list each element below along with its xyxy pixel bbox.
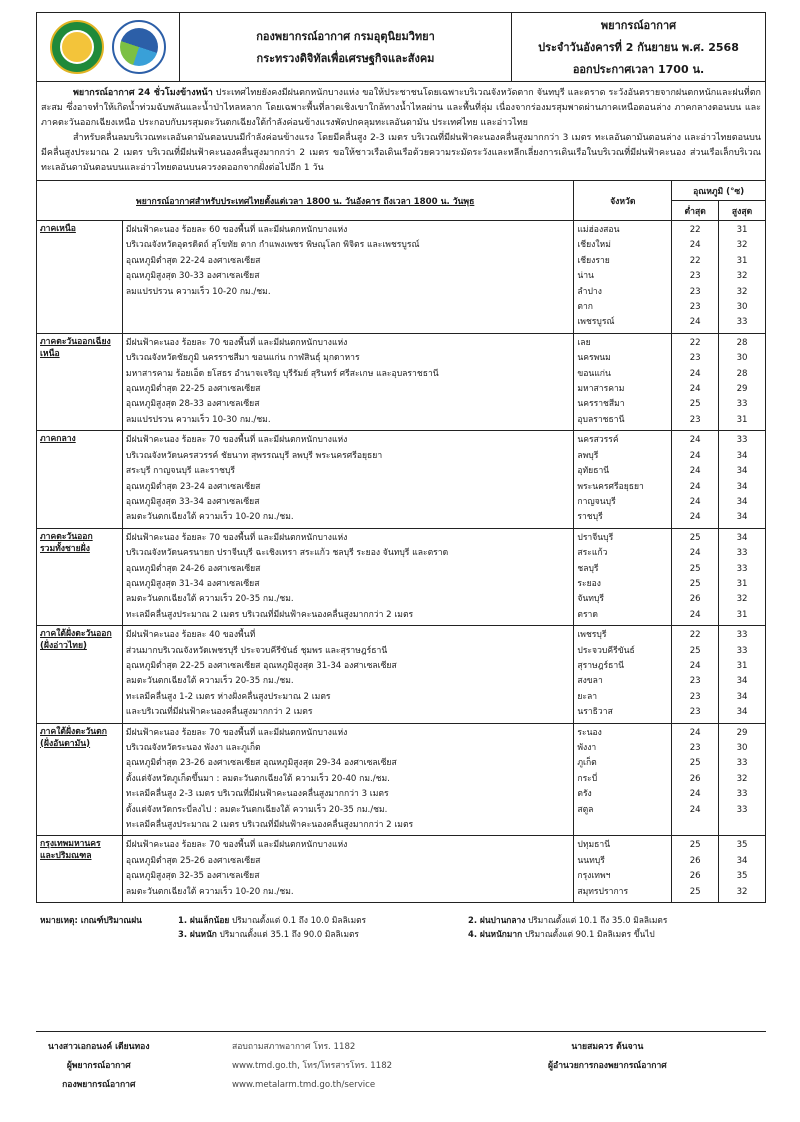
region-name-line: ภาคตะวันออกเฉียงเหนือ [40,336,111,359]
document-header [36,12,766,82]
footer-divider [36,1031,766,1032]
min-temperature: 23 [689,414,701,425]
min-temperature: 25 [689,532,701,543]
table-row [37,626,766,723]
province-name: ระนอง [577,727,602,738]
max-temperature: 34 [736,496,748,507]
max-temperature: 31 [736,609,748,620]
province-name: เชียงใหม่ [577,240,611,251]
forecast-line: มีฝนฟ้าคะนอง ร้อยละ 70 ของพื้นที่ และมีฝนตกหนักบางแห่ง [125,727,348,738]
region-name-line: ภาคกลาง [40,434,76,445]
note-rain-moderate-text: ปริมาณตั้งแต่ 10.1 ถึง 35.0 มิลลิเมตร [527,915,668,925]
forecast-line: บริเวณจังหวัดชัยภูมิ นครราชสีมา ขอนแก่น กาฬสินธุ์ มุกดาหาร [125,353,360,364]
forecast-line: อุณหภูมิสูงสุด 32-35 องศาเซลเซียส [125,871,260,882]
province-name: สมุทรปราการ [577,886,629,897]
region-name-line: กรุงเทพมหานคร [40,839,101,850]
min-temperature: 26 [689,773,701,784]
province-name: กาญจนบุรี [577,496,616,507]
note-rain-heavy-text: ปริมาณตั้งแต่ 35.1 ถึง 90.0 มิลลิเมตร [219,929,359,939]
forecast-line: อุณหภูมิต่ำสุด 23-24 องศาเซลเซียส [125,481,261,492]
province-name: นราธิวาส [577,707,613,718]
max-temperature: 34 [736,450,748,461]
max-temperature: 33 [736,630,748,641]
region-forecast-text [122,528,573,625]
forecast-line: อุณหภูมิต่ำสุด 22-25 องศาเซลเซียส [125,384,261,395]
region-forecast-text [122,333,573,430]
forecast-line: อุณหภูมิสูงสุด 30-33 องศาเซลเซียส [125,271,260,282]
logo-group [37,13,180,81]
min-temperature: 24 [689,660,701,671]
region-forecast-text [122,626,573,723]
max-temperature: 33 [736,789,748,800]
province-name: ลำปาง [577,286,602,297]
max-temperature: 32 [736,886,748,897]
forecast-line: อุณหภูมิต่ำสุด 24-26 องศาเซลเซียส [125,563,261,574]
forecast-line: ทะเลมีคลื่นสูง 1-2 เมตร ห่างฝั่งคลื่นสูงประมาณ 2 เมตร [125,691,331,702]
min-temperature: 23 [689,353,701,364]
forecast-line: มีฝนฟ้าคะนอง ร้อยละ 70 ของพื้นที่ และมีฝนตกหนักบางแห่ง [125,435,348,446]
province-name: เพชรบุรี [577,630,607,641]
province-name: สุราษฎร์ธานี [577,660,625,671]
forecast-line: ลมตะวันตกเฉียงใต้ ความเร็ว 10-20 กม./ชม. [125,886,294,897]
min-temperature: 25 [689,645,701,656]
region-name-line: (ฝั่งอันดามัน) [40,738,91,749]
province-name: นครสวรรค์ [577,435,619,446]
forecast-line: ลมตะวันตกเฉียงใต้ ความเร็ว 20-35 กม./ชม. [125,676,294,687]
province-name-column [574,528,672,625]
province-name: ระยอง [577,578,601,589]
note-rain-light-label: 1. ฝนเล็กน้อย [178,915,230,925]
max-temperature: 34 [736,512,748,523]
table-header-temperature: อุณหภูมิ (°ซ) [672,181,766,201]
max-temperature: 32 [736,773,748,784]
max-temperature: 35 [736,840,748,851]
min-temperature: 23 [689,691,701,702]
max-temperature: 34 [736,676,748,687]
province-name: พังงา [577,743,597,753]
province-name: น่าน [577,271,594,282]
max-temperature: 30 [736,353,748,364]
max-temperature: 33 [736,804,748,815]
forecaster-signature [48,1038,150,1095]
province-name: กรุงเทพฯ [577,871,611,882]
min-temperature: 23 [689,676,701,687]
forecast-line: สระบุรี กาญจนบุรี และราชบุรี [125,466,236,477]
min-temperature-column [672,333,719,430]
forecast-summary [36,82,766,181]
max-temperature-column [719,333,766,430]
summary-label: พยากรณ์อากาศ 24 ชั่วโมงข้างหน้า [73,88,213,98]
min-temperature: 24 [689,240,701,251]
region-name-line: ภาคตะวันออก [40,531,93,542]
max-temperature: 33 [736,548,748,559]
min-temperature-column [672,626,719,723]
forecast-line: ลมตะวันตกเฉียงใต้ ความเร็ว 20-35 กม./ชม. [125,594,294,605]
province-name: เลย [577,337,591,348]
max-temperature: 33 [736,563,748,574]
forecast-line: ลมแปรปรวน ความเร็ว 10-20 กม./ชม. [125,286,271,297]
region-forecast-text [122,431,573,528]
min-temperature-column [672,836,719,903]
note-rain-light-text: ปริมาณตั้งแต่ 0.1 ถึง 10.0 มิลลิเมตร [231,915,367,925]
forecast-line: บริเวณจังหวัดอุตรดิตถ์ สุโขทัย ตาก กำแพงเพชร พิษณุโลก พิจิตร และเพชรบูรณ์ [125,240,420,251]
region-name-line: ภาคใต้ฝั่งตะวันออก [40,629,112,640]
min-temperature: 24 [689,481,701,492]
province-name: สงขลา [577,676,603,687]
region-name-line: รวมทั้งชายฝั่ง [40,543,90,554]
max-temperature-column [719,626,766,723]
max-temperature: 29 [736,727,748,738]
min-temperature: 22 [689,255,701,266]
min-temperature: 24 [689,512,701,523]
region-name [37,431,123,528]
forecast-line: อุณหภูมิสูงสุด 28-33 องศาเซลเซียส [125,399,260,410]
forecast-line: ทะเลมีคลื่นสูงประมาณ 2 เมตร บริเวณที่มีฝนฟ้าคะนองคลื่นสูงมากกว่า 2 เมตร [125,820,414,831]
max-temperature: 33 [736,317,748,328]
province-name: ปทุมธานี [577,840,611,851]
max-temperature: 34 [736,855,748,866]
min-temperature-column [672,431,719,528]
forecast-line: ส่วนมากบริเวณจังหวัดเพชรบุรี ประจวบคีรีขันธ์ ชุมพร และสุราษฎร์ธานี [125,645,388,656]
min-temperature: 24 [689,466,701,477]
province-name-column [574,836,672,903]
max-temperature-column [719,431,766,528]
province-name-column [574,221,672,334]
forecast-line: ทะเลมีคลื่นสูงประมาณ 2 เมตร บริเวณที่มีฝนฟ้าคะนองคลื่นสูงมากกว่า 2 เมตร [125,609,414,620]
max-temperature: 28 [736,368,748,379]
region-name [37,333,123,430]
min-temperature: 26 [689,855,701,866]
region-name-line: และปริมณฑล [40,851,92,862]
min-temperature: 24 [689,609,701,620]
forecast-line: อุณหภูมิต่ำสุด 23-26 องศาเซลเซียส อุณหภูมิสูงสุด 29-34 องศาเซลเซียส [125,758,397,769]
max-temperature: 32 [736,594,748,605]
province-name: ภูเก็ต [577,758,597,769]
region-name-line: (ฝั่งอ่าวไทย) [40,641,87,652]
summary-paragraph-1 [41,86,761,131]
max-temperature-column [719,221,766,334]
min-temperature: 25 [689,886,701,897]
table-row [37,528,766,625]
region-name [37,221,123,334]
director-signature [548,1038,667,1076]
forecast-line: ลมแปรปรวน ความเร็ว 10-30 กม./ชม. [125,414,271,425]
province-name: อุทัยธานี [577,466,610,477]
min-temperature: 25 [689,758,701,769]
forecast-line: มีฝนฟ้าคะนอง ร้อยละ 70 ของพื้นที่ และมีฝนตกหนักบางแห่ง [125,337,348,348]
note-rain-very-heavy-text: ปริมาณตั้งแต่ 90.1 มิลลิเมตร ขึ้นไป [524,929,655,939]
min-temperature-column [672,528,719,625]
max-temperature: 33 [736,399,748,410]
min-temperature: 22 [689,225,701,235]
forecast-line: มีฝนฟ้าคะนอง ร้อยละ 60 ของพื้นที่ และมีฝนตกหนักบางแห่ง [125,225,348,235]
province-name-column [574,431,672,528]
director-name: นายสมควร ต้นจาน [571,1042,644,1052]
province-name: อุบลราชธานี [577,414,625,425]
note-rain-very-heavy-label: 4. ฝนหนักมาก [468,929,523,939]
max-temperature: 34 [736,481,748,492]
max-temperature: 31 [736,414,748,425]
table-header-province: จังหวัด [574,181,672,221]
max-temperature: 34 [736,532,748,543]
max-temperature: 34 [736,707,748,718]
province-name: นครราชสีมา [577,399,625,410]
province-name: ลพบุรี [577,450,599,461]
province-name: กระบี่ [577,773,598,784]
province-name: มหาสารคาม [577,384,625,395]
note-lead: หมายเหตุ: เกณฑ์ปริมาณฝน [40,915,142,925]
forecast-line: อุณหภูมิสูงสุด 33-34 องศาเซลเซียส [125,496,260,507]
province-name: ประจวบคีรีขันธ์ [577,645,635,656]
max-temperature: 33 [736,435,748,446]
province-name: ปราจีนบุรี [577,532,614,543]
forecast-line: อุณหภูมิสูงสุด 31-34 องศาเซลเซียส [125,578,260,589]
max-temperature: 33 [736,758,748,769]
forecast-line: อุณหภูมิต่ำสุด 22-24 องศาเซลเซียส [125,255,261,266]
region-name [37,626,123,723]
table-row [37,723,766,836]
tmd-logo-icon [50,20,104,74]
contact-service-link[interactable]: www.metalarm.tmd.go.th/service [232,1080,376,1090]
max-temperature: 31 [736,225,748,235]
province-name: ตาก [577,302,593,313]
forecast-line: และบริเวณที่มีฝนฟ้าคะนองคลื่นสูงมากกว่า 2 เมตร [125,707,313,718]
min-temperature: 26 [689,594,701,605]
regional-forecast-table [36,180,766,903]
ministry-logo-icon [112,20,166,74]
min-temperature: 24 [689,368,701,379]
region-name [37,528,123,625]
document-title: พยากรณ์อากาศ [600,19,677,32]
forecast-line: มีฝนฟ้าคะนอง ร้อยละ 70 ของพื้นที่ และมีฝนตกหนักบางแห่ง [125,840,348,851]
min-temperature: 24 [689,496,701,507]
max-temperature: 32 [736,286,748,297]
max-temperature: 32 [736,240,748,251]
max-temperature: 28 [736,337,748,348]
province-name: นนทบุรี [577,855,605,866]
forecast-line: ลมตะวันตกเฉียงใต้ ความเร็ว 10-20 กม./ชม. [125,512,294,523]
summary-paragraph-2: สำหรับคลื่นลมบริเวณทะเลอันดามันตอนบนมีกำลังค่อนข้างแรง โดยมีคลื่นสูง 2-3 เมตร บริเวณที่มีฝนฟ้าคะนองคลื่นสูงมากกว่า 3 เมตร ทะเลอันดามันตอนล่าง และอ่าวไทยตอนบนมีคลื่นสูงประมาณ 2 เมตร บริเวณที่มีฝนฟ้าคะนองคลื่นสูงมากกว่า 2 เมตร ขอให้ชาวเรือเดินเรือด้วยความระมัดระวังและหลีกเลี่ยงการเดินเรือในบริเวณที่มีฝนฟ้าคะนอง ส่วนเรือเล็กบริเวณทะเลอันดามันตอนบนและอ่าวไทยตอนบนควรงดออกจากฝั่งต่อไปอีก 1 วัน [41,133,761,173]
min-temperature: 23 [689,743,701,753]
region-name [37,836,123,903]
max-temperature-column [719,836,766,903]
province-name-column [574,723,672,836]
forecast-line: บริเวณจังหวัดนครสวรรค์ ชัยนาท สุพรรณบุรี ลพบุรี พระนครศรีอยุธยา [125,450,383,461]
province-name: พระนครศรีอยุธยา [577,481,644,492]
forecaster-name: นางสาวเอกอนงค์ เตียนทอง [48,1042,150,1052]
agency-line-1: กองพยากรณ์อากาศ กรมอุตุนิยมวิทยา [256,30,435,43]
min-temperature: 24 [689,435,701,446]
min-temperature: 24 [689,548,701,559]
min-temperature: 24 [689,384,701,395]
forecast-line: มีฝนฟ้าคะนอง ร้อยละ 70 ของพื้นที่ และมีฝนตกหนักบางแห่ง [125,532,348,543]
province-name: นครพนม [577,353,611,364]
table-row [37,221,766,334]
max-temperature: 34 [736,691,748,702]
province-name: เชียงราย [577,255,610,266]
contact-info [232,1038,392,1095]
region-forecast-text [122,221,573,334]
min-temperature: 25 [689,840,701,851]
table-row [37,836,766,903]
min-temperature: 25 [689,563,701,574]
min-temperature: 23 [689,271,701,282]
rain-criteria-note [40,913,760,941]
province-name: จันทบุรี [577,594,605,605]
note-rain-moderate-label: 2. ฝนปานกลาง [468,915,526,925]
region-forecast-text [122,836,573,903]
region-name [37,723,123,836]
region-name-line: ภาคใต้ฝั่งตะวันตก [40,726,107,737]
forecast-line: อุณหภูมิต่ำสุด 25-26 องศาเซลเซียส [125,855,261,866]
region-name-line: ภาคเหนือ [40,224,76,234]
province-name: ขอนแก่น [577,368,611,379]
agency-block [180,13,512,81]
table-row [37,431,766,528]
document-date: ประจำวันอังคารที่ 2 กันยายน พ.ศ. 2568 [538,41,739,54]
min-temperature-column [672,723,719,836]
province-name: ชลบุรี [577,563,599,574]
note-rain-heavy-label: 3. ฝนหนัก [178,929,217,939]
table-row [37,333,766,430]
forecast-line: ตั้งแต่จังหวัดกระบี่ลงไป : ลมตะวันตกเฉียงใต้ ความเร็ว 20-35 กม./ชม. [125,804,388,815]
forecast-line: มหาสารคาม ร้อยเอ็ด ยโสธร อำนาจเจริญ บุรีรัมย์ สุรินทร์ ศรีสะเกษ และอุบลราชธานี [125,368,439,379]
forecast-line: มีฝนฟ้าคะนอง ร้อยละ 40 ของพื้นที่ [125,630,256,641]
forecast-line: ตั้งแต่จังหวัดภูเก็ตขึ้นมา : ลมตะวันตกเฉียงใต้ ความเร็ว 20-40 กม./ชม. [125,773,390,784]
province-name-column [574,626,672,723]
province-name: แม่ฮ่องสอน [577,225,620,235]
min-temperature: 24 [689,727,701,738]
min-temperature: 22 [689,630,701,641]
max-temperature: 30 [736,302,748,313]
forecaster-dept: กองพยากรณ์อากาศ [62,1080,136,1090]
province-name: ตราด [577,609,598,620]
min-temperature: 24 [689,789,701,800]
province-name: สตูล [577,804,594,815]
max-temperature: 33 [736,645,748,656]
max-temperature: 29 [736,384,748,395]
province-name: สระแก้ว [577,548,608,559]
title-block [512,13,765,81]
director-role: ผู้อำนวยการกองพยากรณ์อากาศ [548,1061,667,1071]
forecast-line: ทะเลมีคลื่นสูง 2-3 เมตร บริเวณที่มีฝนฟ้าคะนองคลื่นสูงมากกว่า 3 เมตร [125,789,389,800]
contact-phone: สอบถามสภาพอากาศ โทร. 1182 [232,1042,356,1052]
min-temperature: 24 [689,804,701,815]
max-temperature: 31 [736,578,748,589]
region-forecast-text [122,723,573,836]
table-header-main: พยากรณ์อากาศสำหรับประเทศไทยตั้งแต่เวลา 1800 น. วันอังคาร ถึงเวลา 1800 น. วันพุธ [37,181,574,221]
forecast-line: อุณหภูมิต่ำสุด 22-25 องศาเซลเซียส อุณหภูมิสูงสุด 31-34 องศาเซลเซียส [125,660,397,671]
min-temperature: 23 [689,302,701,313]
forecast-line: บริเวณจังหวัดระนอง พังงา และภูเก็ต [125,743,261,753]
min-temperature: 24 [689,450,701,461]
table-header-max: สูงสุด [719,201,766,221]
forecast-line: บริเวณจังหวัดนครนายก ปราจีนบุรี ฉะเชิงเทรา สระแก้ว ชลบุรี ระยอง จันทบุรี และตราด [125,548,449,559]
max-temperature: 30 [736,743,748,753]
max-temperature: 34 [736,466,748,477]
max-temperature-column [719,723,766,836]
min-temperature: 24 [689,317,701,328]
min-temperature: 23 [689,286,701,297]
province-name-column [574,333,672,430]
min-temperature: 23 [689,707,701,718]
max-temperature: 31 [736,660,748,671]
province-name: ยะลา [577,691,598,702]
max-temperature: 35 [736,871,748,882]
min-temperature: 25 [689,578,701,589]
contact-website[interactable]: www.tmd.go.th, โทร/โทรสารโทร. 1182 [232,1061,393,1071]
table-header-min: ต่ำสุด [672,201,719,221]
max-temperature: 31 [736,255,748,266]
province-name: เพชรบูรณ์ [577,317,615,328]
province-name: ราชบุรี [577,512,603,523]
min-temperature-column [672,221,719,334]
issue-time: ออกประกาศเวลา 1700 น. [572,63,705,76]
max-temperature: 32 [736,271,748,282]
summary-text-1: ประเทศไทยยังคงมีฝนตกหนักบางแห่ง ขอให้ประชาชนโดยเฉพาะบริเวณจังหวัดตาก จันทบุรี และตราด ระวังอันตรายจากฝนตกหนักและฝนที่ตกสะสม ซึ่งอาจทำให้เกิดน้ำท่วมฉับพลันและน้ำป่าไหลหลาก โดยเฉพาะพื้นที่ลาดเชิงเขาใกล้ทางน้ำไหลผ่าน และพื้นที่ลุ่ม เนื่องจากร่องมรสุมพาดผ่านภาคเหนือตอนล่าง ภาคกลางตอนบน และภาคตะวันออกเฉียงเหนือ ประกอบกับมรสุมตะวันตกเฉียงใต้กำลังค่อนข้างแรงพัดปกคลุมทะเลอันดามัน ประเทศไทย และอ่าวไทย [41,88,761,128]
min-temperature: 26 [689,871,701,882]
min-temperature: 22 [689,337,701,348]
agency-line-2: กระทรวงดิจิทัลเพื่อเศรษฐกิจและสังคม [256,52,435,65]
forecaster-role: ผู้พยากรณ์อากาศ [66,1061,131,1071]
province-name: ตรัง [577,789,592,800]
min-temperature: 25 [689,399,701,410]
max-temperature-column [719,528,766,625]
